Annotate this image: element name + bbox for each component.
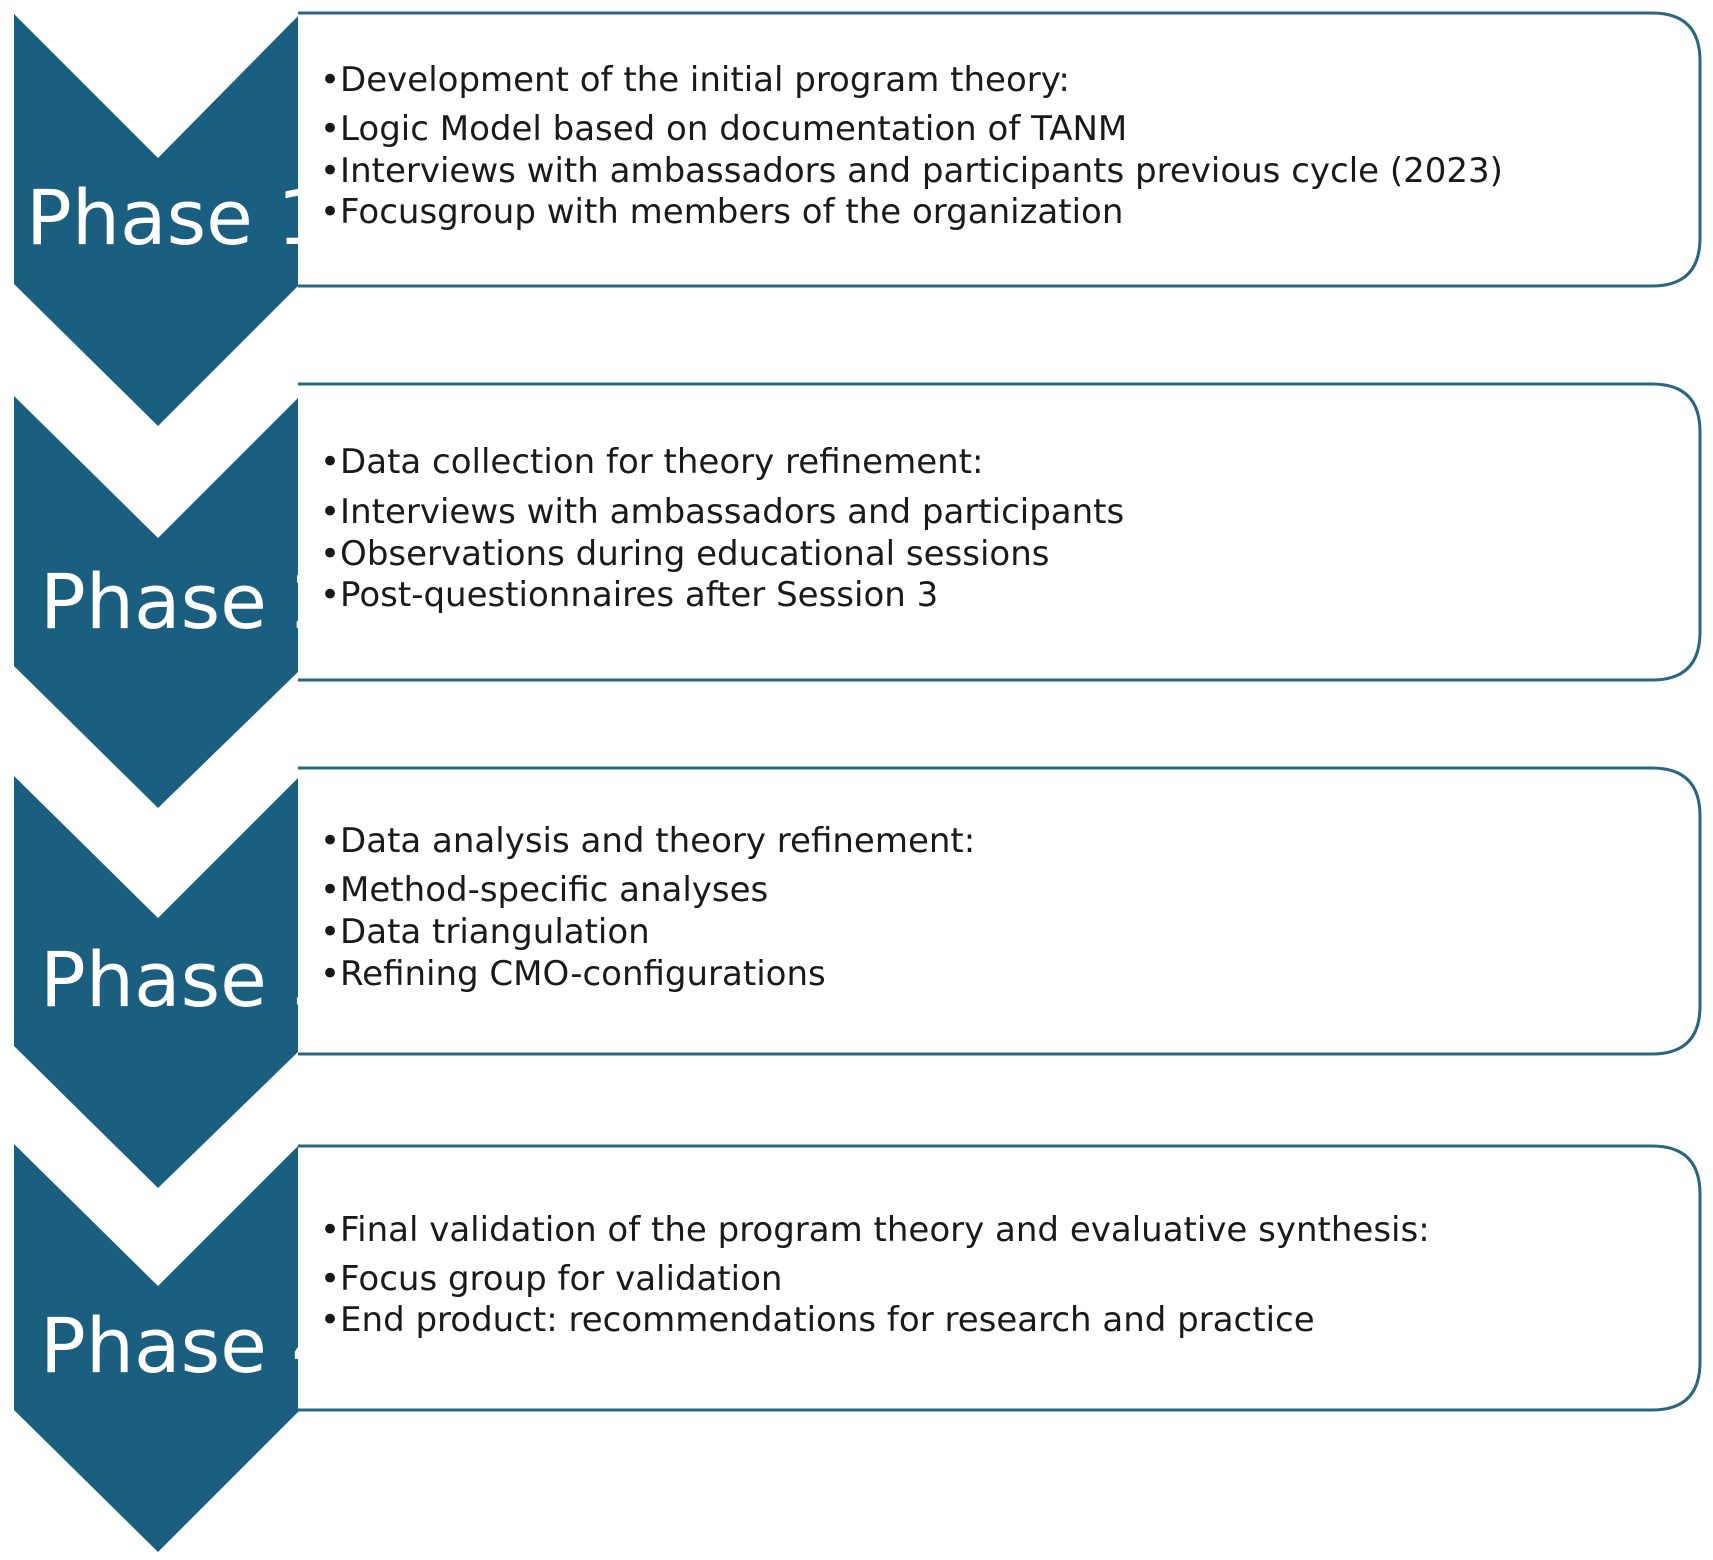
phase-2-item: •Interviews with ambassadors and participants [320,492,1125,532]
phase-3-heading: •Data analysis and theory refinement: [320,821,976,861]
phase-4-item: •End product: recommendations for research and practice [320,1300,1315,1340]
phase-1-heading: •Development of the initial program theory: [320,60,1070,100]
phase-3-item: •Data triangulation [320,912,650,952]
phase-3-box [298,768,1700,1054]
phase-4-item: •Focus group for validation [320,1259,783,1299]
phase-1-item: •Interviews with ambassadors and participants previous cycle (2023) [320,151,1503,191]
phase-4 [14,1144,1700,1552]
phase-2-heading: •Data collection for theory refinement: [320,442,984,482]
phase-3-item: •Method-specific analyses [320,870,769,910]
phase-4-label: Phase 4 [40,1301,340,1390]
phase-2-item: •Post-questionnaires after Session 3 [320,575,939,615]
phase-3 [14,768,1700,1188]
phase-1-label: Phase 1 [26,173,326,262]
phase-2-item: •Observations during educational sessions [320,534,1050,574]
phase-1-box [298,13,1700,286]
phase-3-item: •Refining CMO-configurations [320,954,826,994]
phase-2-box [298,384,1700,680]
phase-1-item: •Logic Model based on documentation of TANM [320,109,1128,149]
phase-1-item: •Focusgroup with members of the organization [320,192,1124,232]
phase-4-heading: •Final validation of the program theory and evaluative synthesis: [320,1210,1430,1250]
phase-2 [14,384,1700,808]
phase-2-label: Phase 2 [40,557,340,646]
phase-1 [14,13,1700,426]
phase-3-label: Phase 3 [40,935,340,1024]
